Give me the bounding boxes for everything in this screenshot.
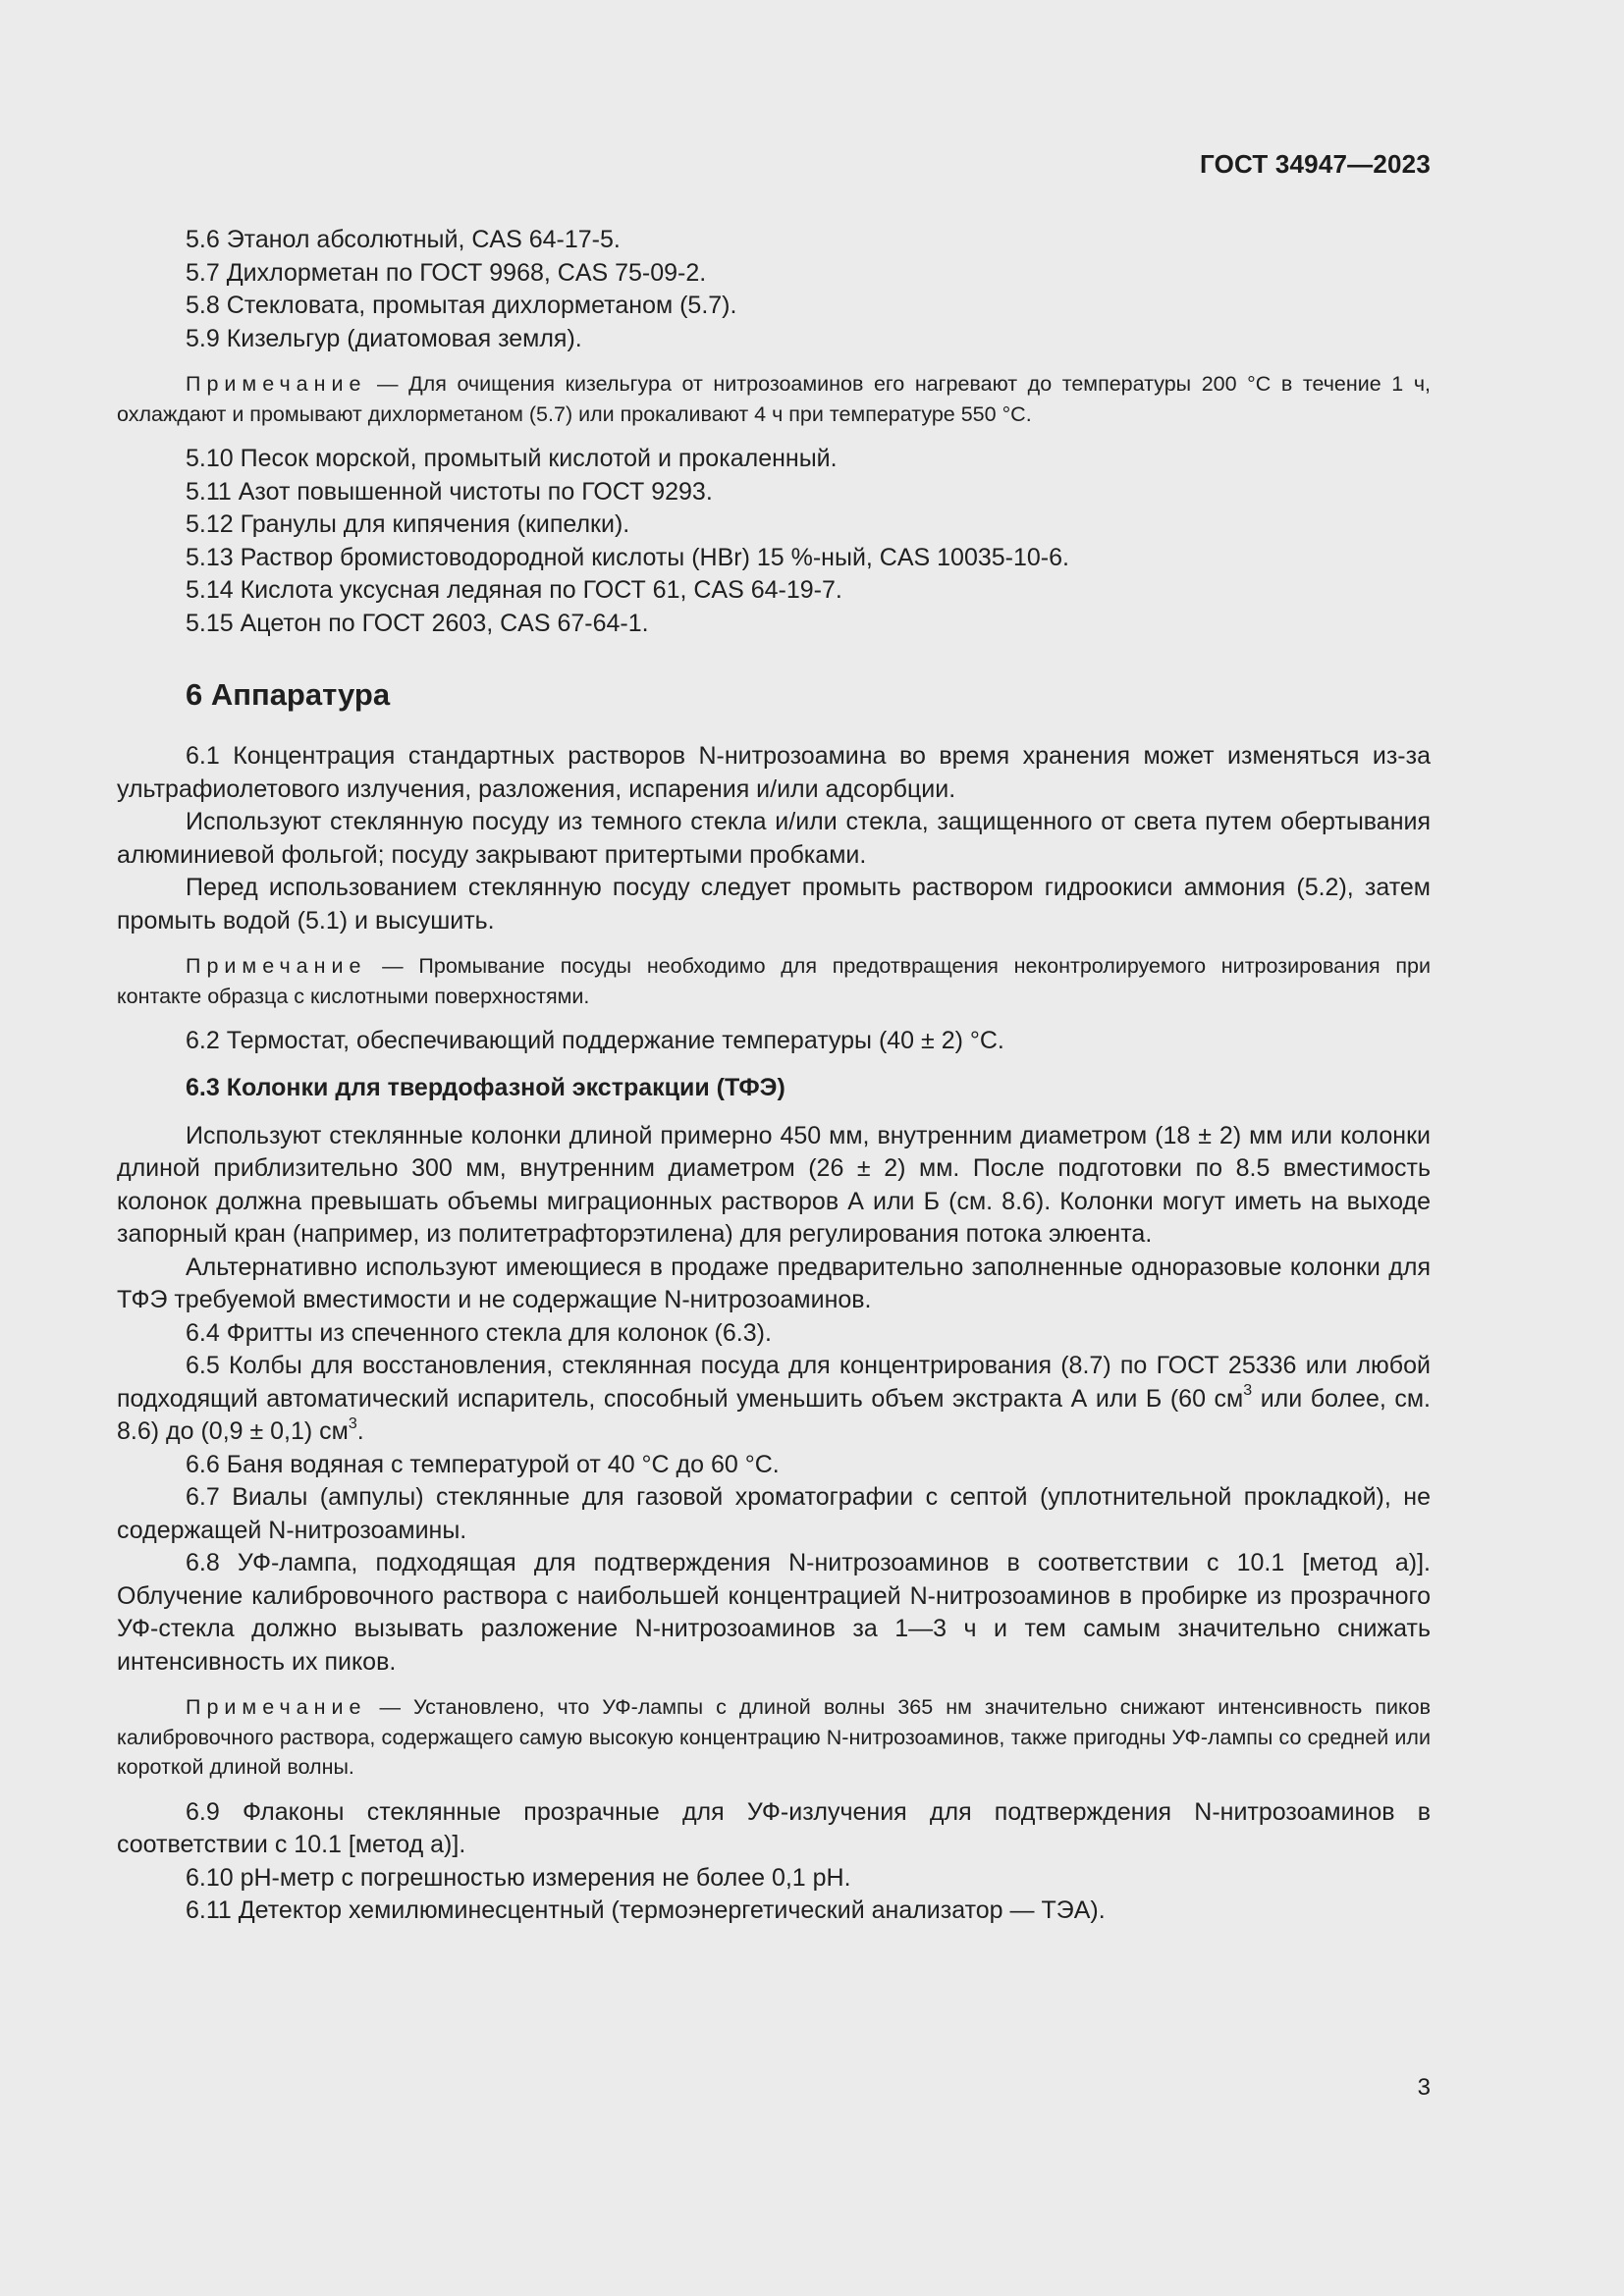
page-number: 3 [1417, 2074, 1431, 2101]
section-title-apparatus: 6 Аппаратура [186, 677, 391, 712]
paragraph-6-4: 6.4 Фритты из спеченного стекла для колонок (6.3). [186, 1318, 772, 1347]
note-text: — Промывание посуды необходимо для предотвращения неконтролируемого нитрозирования при контакте образца с кислотными поверхностями. [117, 954, 1431, 1008]
paragraph-6-8: 6.8 УФ-лампа, подходящая для подтверждения N-нитрозоаминов в соответствии с 10.1 [метод а)]. Облучение калибровочного раствора с наибольшей концентрацией N-нитрозоаминов в пробирке из прозрачного УФ-стекла должно вызывать разложение N-нитрозоаминов за 1—3 ч и тем самым значительно снижать интенсивность их пиков. [117, 1549, 1431, 1676]
paragraph-6-11: 6.11 Детектор хемилюминесцентный (термоэнергетический анализатор — ТЭА). [186, 1896, 1106, 1924]
list-item-5-15: 5.15 Ацетон по ГОСТ 2603, CAS 67-64-1. [186, 609, 649, 637]
paragraph-6-1-washing: Перед использованием стеклянную посуду следует промыть раствором гидроокиси аммония (5.2), затем промыть водой (5.1) и высушить. [117, 874, 1431, 934]
note-washing [117, 951, 1431, 1011]
note-label: Примечание [186, 954, 367, 978]
note-label: Примечание [186, 1695, 367, 1719]
paragraph-6-9: 6.9 Флаконы стеклянные прозрачные для УФ-излучения для подтверждения N-нитрозоаминов в соответствии с 10.1 [метод а)]. [117, 1797, 1431, 1858]
list-item-5-14: 5.14 Кислота уксусная ледяная по ГОСТ 61, CAS 64-19-7. [186, 576, 842, 604]
list-item-5-7: 5.7 Дихлорметан по ГОСТ 9968, CAS 75-09-2. [186, 258, 707, 287]
note-label: Примечание [186, 372, 367, 396]
superscript-cube-2: 3 [348, 1415, 357, 1432]
paragraph-6-5-text-a: 6.5 Колбы для восстановления, стеклянная посуда для концентрирования (8.7) по ГОСТ 25336 или любой подходящий автоматический испаритель, способный уменьшить объем экстракта А или Б (60 см [117, 1352, 1431, 1413]
document-page [117, 0, 1431, 2296]
subsection-title-6-3: 6.3 Колонки для твердофазной экстракции (ТФЭ) [186, 1073, 785, 1101]
paragraph-6-3-alternative: Альтернативно используют имеющиеся в продаже предварительно заполненные одноразовые колонки для ТФЭ требуемой вместимости и не содержащие N-нитрозоаминов. [117, 1253, 1431, 1313]
list-item-5-11: 5.11 Азот повышенной чистоты по ГОСТ 9293. [186, 477, 713, 506]
paragraph-6-5-text-c: . [356, 1417, 364, 1445]
paragraph-6-1-glassware: Используют стеклянную посуду из темного стекла и/или стекла, защищенного от света путем обертывания алюминиевой фольгой; посуду закрывают притертыми пробками. [117, 808, 1431, 869]
list-item-5-9: 5.9 Кизельгур (диатомовая земля). [186, 324, 582, 352]
note-uv-lamp [117, 1692, 1431, 1783]
document-code-header: ГОСТ 34947—2023 [1200, 149, 1431, 179]
list-item-5-8: 5.8 Стекловата, промытая дихлорметаном (5.7). [186, 292, 737, 319]
note-kieselguhr [117, 369, 1431, 429]
note-text: — Для очищения кизельгура от нитрозоаминов его нагревают до температуры 200 °C в течение 1 ч, охлаждают и промывают дихлорметаном (5.7) или прокаливают 4 ч при температуре 550 °C. [117, 372, 1431, 426]
list-item-5-10: 5.10 Песок морской, промытый кислотой и прокаленный. [186, 445, 838, 472]
superscript-cube-1: 3 [1243, 1382, 1253, 1400]
document-body [117, 224, 1431, 1928]
paragraph-6-1: 6.1 Концентрация стандартных растворов N-нитрозоамина во время хранения может изменяться из-за ультрафиолетового излучения, разложения, испарения и/или адсорбции. [117, 742, 1431, 803]
paragraph-6-3-columns: Используют стеклянные колонки длиной примерно 450 мм, внутренним диаметром (18 ± 2) мм или колонки длиной приблизительно 300 мм, внутренним диаметром (26 ± 2) мм. После подготовки по 8.5 вместимость колонок должна превышать объемы миграционных растворов А или Б (см. 8.6). Колонки могут иметь на выходе запорный кран (например, из политетрафторэтилена) для регулирования потока элюента. [117, 1121, 1431, 1248]
paragraph-6-6: 6.6 Баня водяная с температурой от 40 °C до 60 °C. [186, 1450, 780, 1478]
paragraph-6-7: 6.7 Виалы (ампулы) стеклянные для газовой хроматографии с септой (уплотнительной прокладкой), не содержащей N-нитрозоамины. [117, 1483, 1431, 1544]
note-text: — Установлено, что УФ-лампы с длиной волны 365 нм значительно снижают интенсивность пиков калибровочного раствора, содержащего самую высокую концентрацию N-нитрозоаминов, также пригодны УФ-лампы со средней или короткой длиной волны. [117, 1695, 1431, 1779]
list-item-5-13: 5.13 Раствор бромистоводородной кислоты (HBr) 15 %-ный, CAS 10035-10-6. [186, 543, 1069, 571]
list-item-5-12: 5.12 Гранулы для кипячения (кипелки). [186, 510, 630, 538]
paragraph-6-10: 6.10 pH-метр с погрешностью измерения не более 0,1 pH. [186, 1863, 851, 1892]
list-item-5-6: 5.6 Этанол абсолютный, CAS 64-17-5. [186, 226, 621, 253]
paragraph-6-2: 6.2 Термостат, обеспечивающий поддержание температуры (40 ± 2) °C. [186, 1027, 1004, 1054]
paragraph-6-5 [117, 1350, 1431, 1449]
paragraph-6-5-text-b: или более, см. 8.6) до (0,9 ± 0,1) см [117, 1384, 1431, 1445]
